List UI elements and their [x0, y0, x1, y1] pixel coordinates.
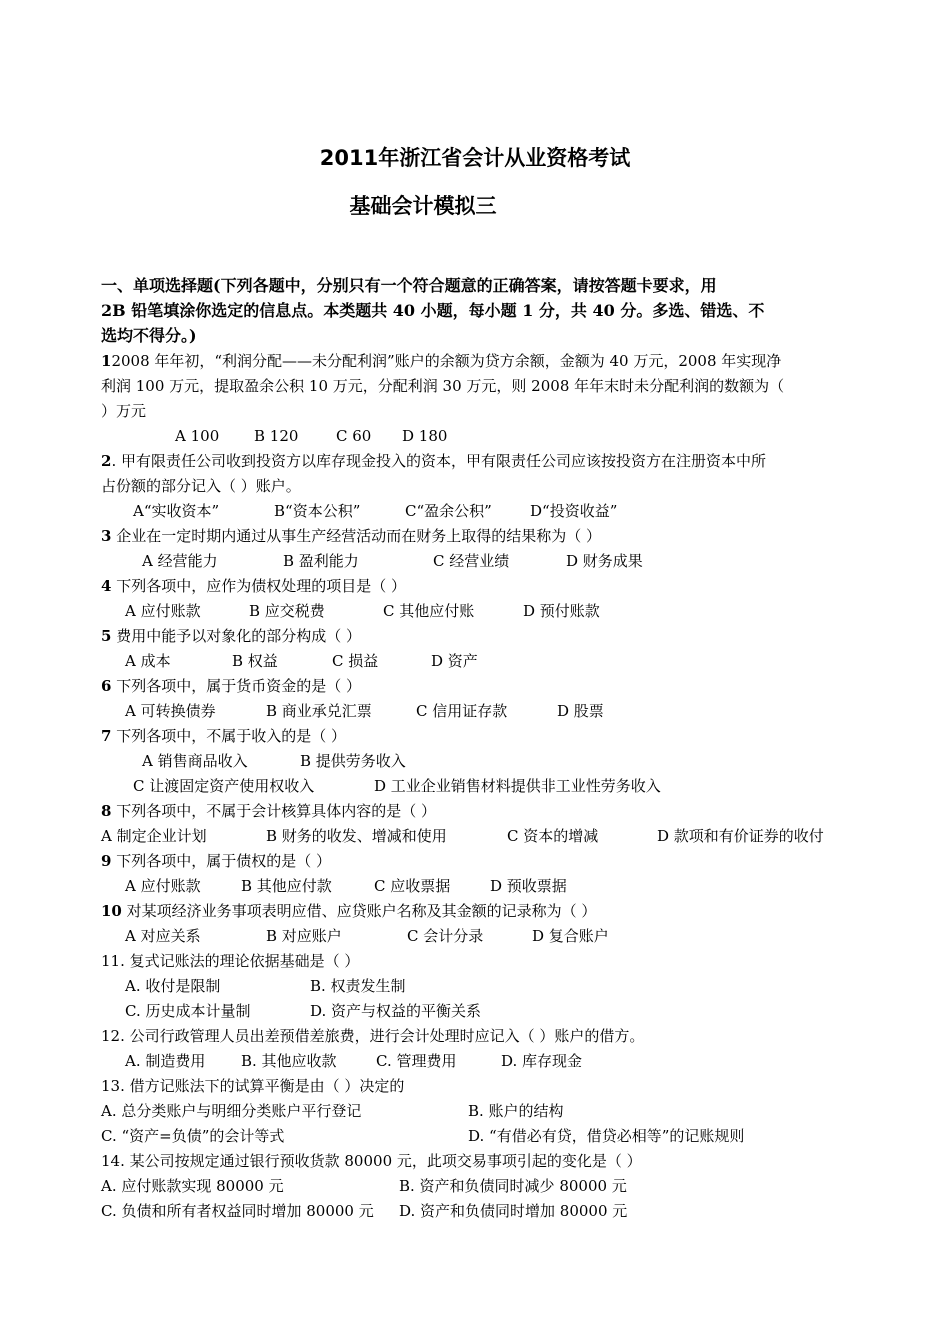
question-text: 下列各项中，不属于收入的是（ ） [111, 727, 346, 745]
option: A. 应付账款实现 80000 元 [101, 1177, 284, 1195]
question-text: 下列各项中，应作为债权处理的项目是（ ） [111, 577, 406, 595]
option: D 预付账款 [523, 602, 600, 620]
option: A. 制造费用 [125, 1052, 206, 1070]
option: D. 库存现金 [501, 1052, 583, 1070]
question-number: 2 [101, 452, 112, 470]
question-text: ）万元 [101, 402, 147, 420]
option: A. 总分类账户与明细分类账户平行登记 [101, 1102, 362, 1120]
option: A 对应关系 [125, 927, 201, 945]
option: D 工业企业销售材料提供非工业性劳务收入 [374, 777, 661, 795]
question-number: 6 [101, 677, 112, 695]
question-8 [101, 801, 436, 821]
option: C. 历史成本计量制 [125, 1002, 251, 1020]
option: C 60 [336, 427, 372, 445]
question-2 [101, 451, 766, 471]
question-11: 11. 复式记账法的理论依据基础是（ ） [101, 952, 360, 970]
option: A 可转换债券 [125, 702, 216, 720]
section-heading-line-3: 选均不得分。) [101, 326, 197, 345]
question-text: 占份额的部分记入（ ）账户。 [101, 477, 301, 495]
option: A 应付账款 [125, 877, 201, 895]
option: C 会计分录 [407, 927, 484, 945]
question-text: 下列各项中，属于债权的是（ ） [111, 852, 331, 870]
option: C“盈余公积” [405, 502, 492, 520]
option: B. 权责发生制 [310, 977, 406, 995]
option: B 盈利能力 [283, 552, 359, 570]
question-10 [101, 901, 596, 921]
question-text: . 甲有限责任公司收到投资方以库存现金投入的资本，甲有限责任公司应该按投资方在注册资本中所 [111, 452, 766, 470]
question-text: 利润 100 万元，提取盈余公积 10 万元，分配利润 30 万元，则 2008 年年末时未分配利润的数额为（ [101, 377, 785, 395]
question-text: 下列各项中，不属于会计核算具体内容的是（ ） [111, 802, 436, 820]
option: C 损益 [332, 652, 379, 670]
question-number: 9 [101, 852, 112, 870]
question-number: 5 [101, 627, 112, 645]
option: A 应付账款 [125, 602, 201, 620]
doc-title: 2011年浙江省会计从业资格考试 [319, 146, 631, 170]
question-number: 8 [101, 802, 112, 820]
option: D 款项和有价证券的收付 [657, 827, 824, 845]
question-text: 费用中能予以对象化的部分构成（ ） [111, 627, 361, 645]
option: C 让渡固定资产使用权收入 [133, 777, 315, 795]
question-13: 13. 借方记账法下的试算平衡是由（ ）决定的 [101, 1077, 405, 1095]
question-12: 12. 公司行政管理人员出差预借差旅费，进行会计处理时应记入（ ）账户的借方。 [101, 1027, 645, 1045]
option: B 对应账户 [266, 927, 342, 945]
option: D 复合账户 [532, 927, 609, 945]
question-7 [101, 726, 346, 746]
option: D 180 [402, 427, 448, 445]
option: C 资本的增减 [507, 827, 599, 845]
question-number: 4 [101, 577, 112, 595]
question-number: 7 [101, 727, 112, 745]
option: B. 其他应收款 [241, 1052, 337, 1070]
question-text: 下列各项中，属于货币资金的是（ ） [111, 677, 361, 695]
question-number: 3 [101, 527, 112, 545]
option: B 120 [254, 427, 299, 445]
option: B“资本公积” [274, 502, 361, 520]
option: C. “资产=负债”的会计等式 [101, 1127, 285, 1145]
option: A 经营能力 [142, 552, 218, 570]
question-number: 10 [101, 902, 122, 920]
option: A 成本 [125, 652, 171, 670]
option: B 提供劳务收入 [300, 752, 406, 770]
option: B 应交税费 [249, 602, 325, 620]
question-5 [101, 626, 361, 646]
question-4 [101, 576, 406, 596]
option: A“实收资本” [133, 502, 220, 520]
option: B. 账户的结构 [468, 1102, 564, 1120]
option: C 经营业绩 [433, 552, 510, 570]
option: D 预收票据 [490, 877, 567, 895]
question-text: 对某项经济业务事项表明应借、应贷账户名称及其金额的记录称为（ ） [121, 902, 597, 920]
option: B 权益 [232, 652, 278, 670]
question-text: 企业在一定时期内通过从事生产经营活动而在财务上取得的结果称为（ ） [111, 527, 601, 545]
option: C 其他应付账 [383, 602, 475, 620]
question-14: 14. 某公司按规定通过银行预收货款 80000 元，此项交易事项引起的变化是（ ） [101, 1152, 642, 1170]
option: C. 负债和所有者权益同时增加 80000 元 [101, 1202, 374, 1220]
option: B 其他应付款 [241, 877, 332, 895]
option: C 信用证存款 [416, 702, 508, 720]
section-heading-line-1: 一、单项选择题(下列各题中，分别只有一个符合题意的正确答案，请按答题卡要求，用 [101, 276, 717, 295]
option: D 股票 [557, 702, 604, 720]
option: D 资产 [431, 652, 478, 670]
option: A 销售商品收入 [142, 752, 248, 770]
question-1 [101, 351, 781, 371]
question-3 [101, 526, 601, 546]
option: C. 管理费用 [376, 1052, 457, 1070]
question-number: 1 [101, 352, 112, 370]
option: A 100 [175, 427, 220, 445]
option: D. 资产和负债同时增加 80000 元 [399, 1202, 628, 1220]
question-text: 2008 年年初，“利润分配——未分配利润”账户的余额为贷方余额，金额为 40 万元，2008 年实现净 [111, 352, 782, 370]
option: D. “有借必有贷，借贷必相等”的记账规则 [468, 1127, 745, 1145]
doc-subtitle: 基础会计模拟三 [349, 194, 497, 218]
question-6 [101, 676, 361, 696]
option: A 制定企业计划 [101, 827, 207, 845]
option: A. 收付是限制 [125, 977, 221, 995]
question-9 [101, 851, 331, 871]
section-heading-line-2: 2B 铅笔填涂你选定的信息点。本类题共 40 小题，每小题 1 分，共 40 分。多选、错选、不 [101, 301, 765, 320]
option: D. 资产与权益的平衡关系 [310, 1002, 482, 1020]
option: B 财务的收发、增减和使用 [266, 827, 447, 845]
option: B 商业承兑汇票 [266, 702, 372, 720]
option: D“投资收益” [530, 502, 618, 520]
option: C 应收票据 [374, 877, 451, 895]
option: B. 资产和负债同时减少 80000 元 [399, 1177, 627, 1195]
option: D 财务成果 [566, 552, 643, 570]
